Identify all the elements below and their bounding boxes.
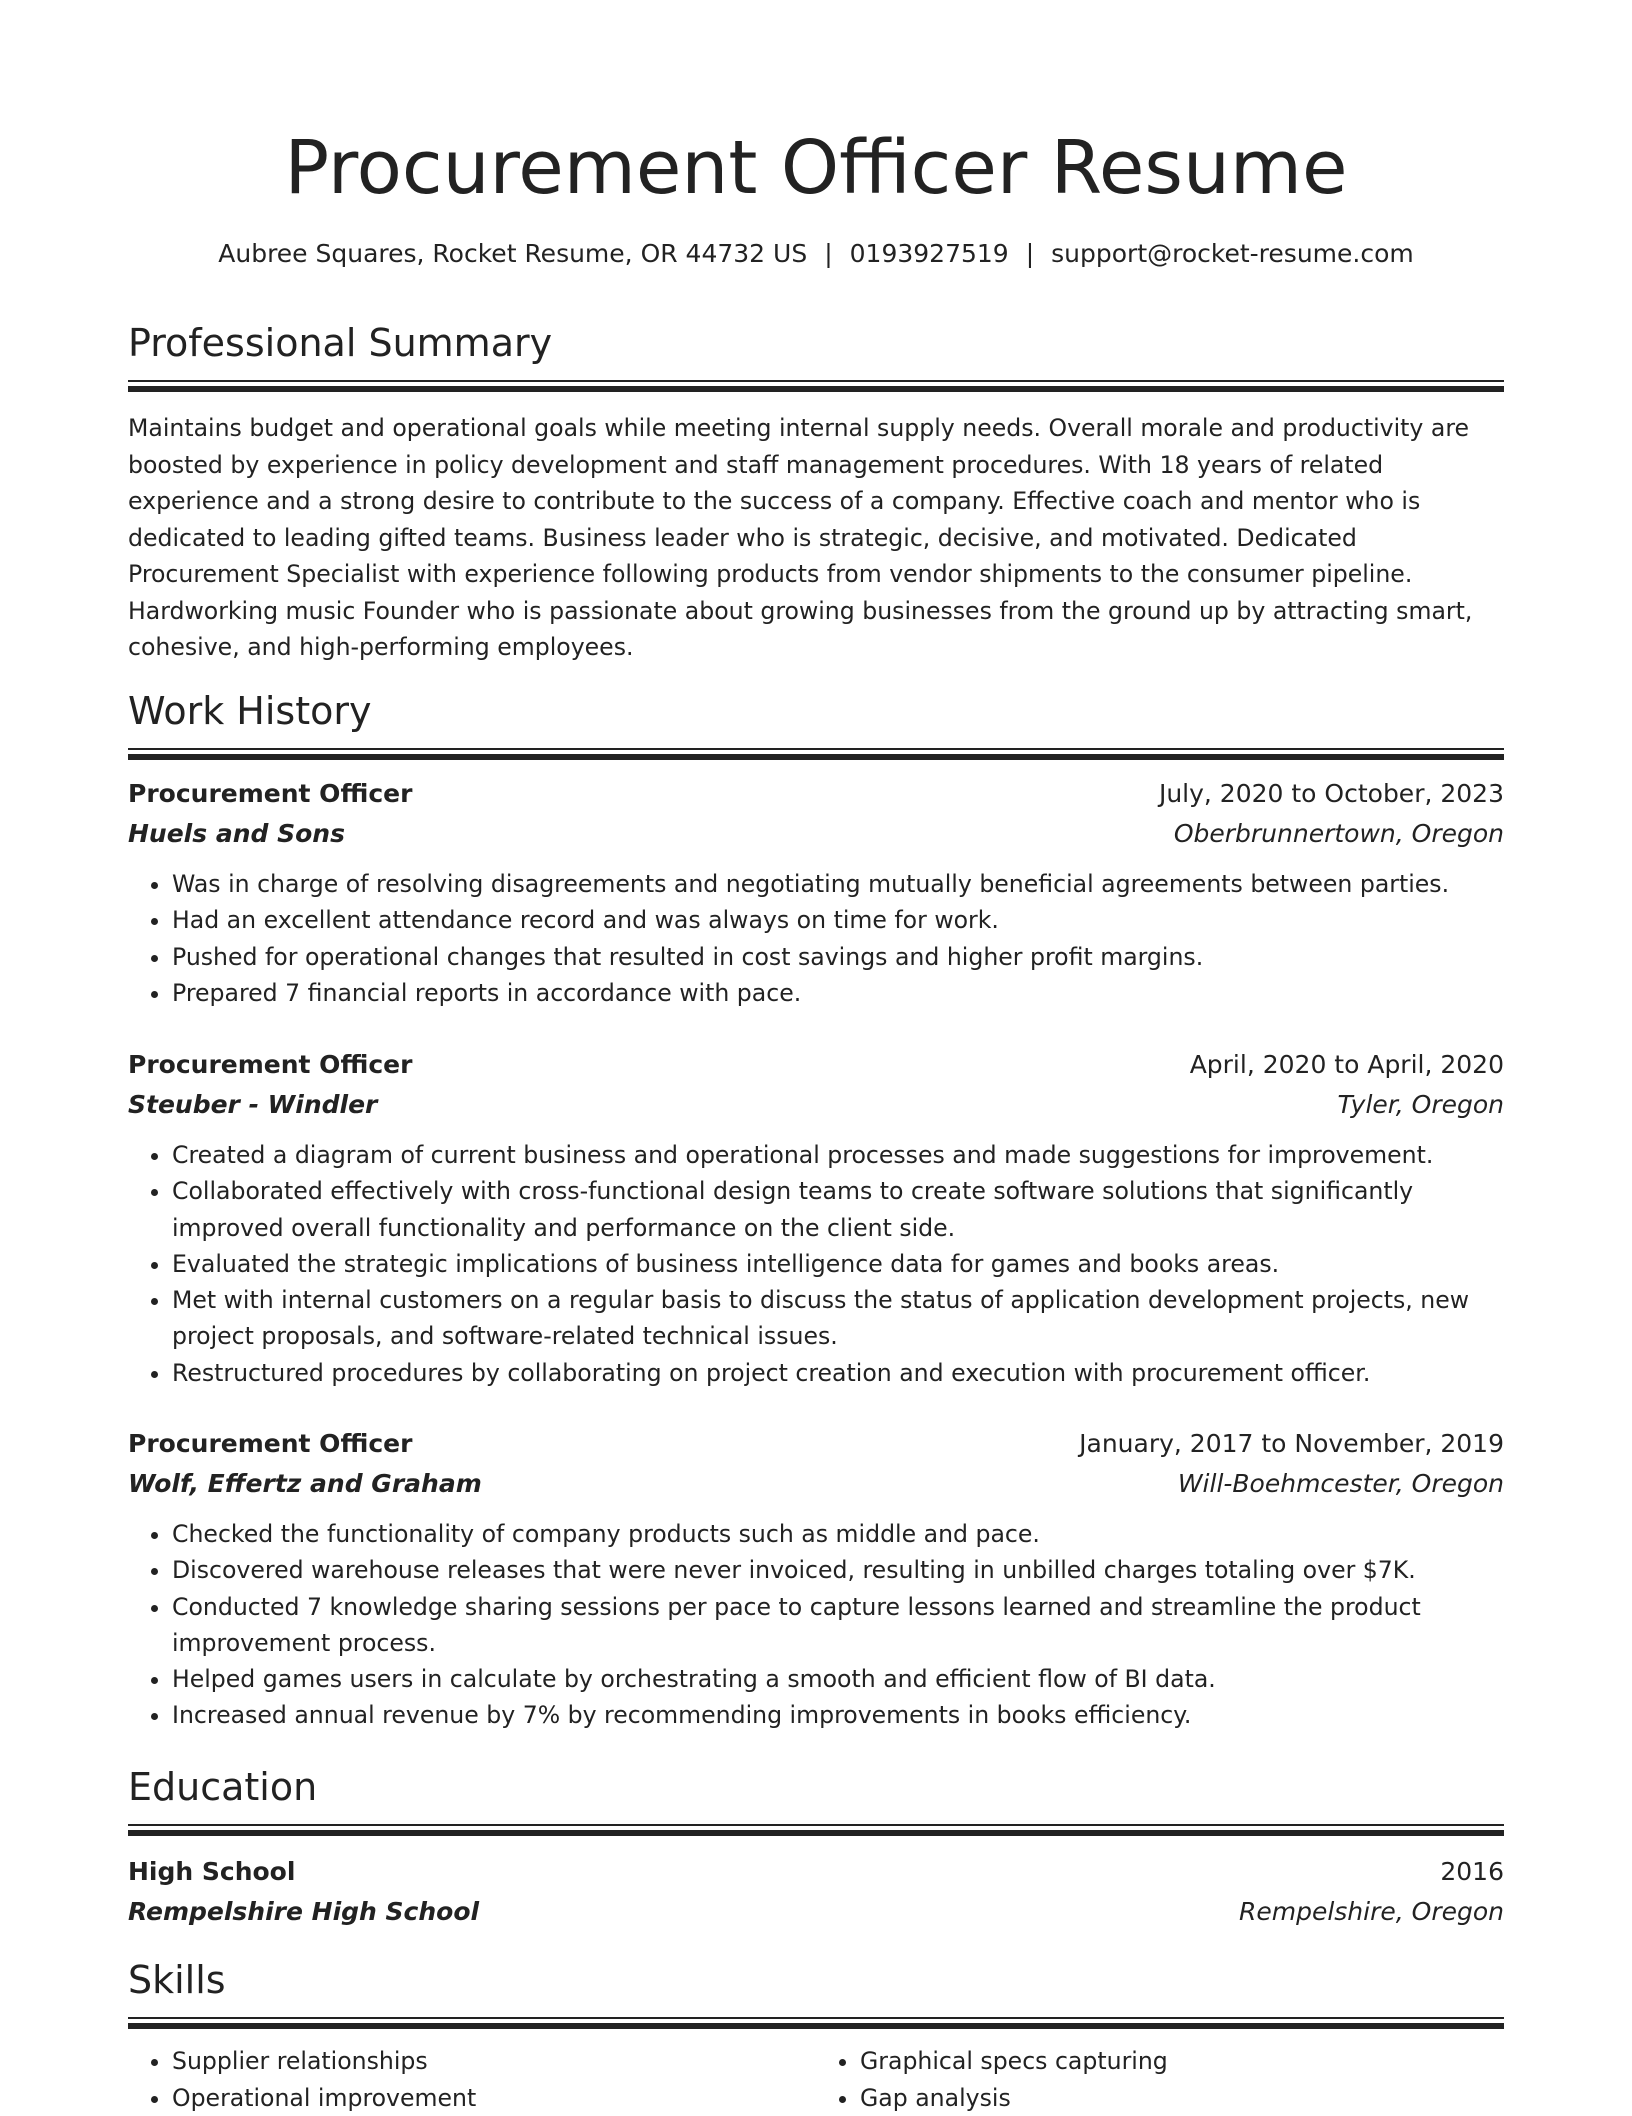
job-bullet: • Increased annual revenue by 7% by recommending improvements in books efficiency. — [172, 1697, 1504, 1733]
job-bullets — [128, 866, 1504, 1011]
job-header-row — [128, 774, 1504, 814]
job-company: Steuber - Windler — [128, 1085, 377, 1125]
education-section — [128, 1762, 1504, 1932]
contact-line — [128, 236, 1504, 272]
skill-item: • Gap analysis — [860, 2080, 1504, 2116]
job-entry — [128, 1424, 1504, 1734]
job-company-row — [128, 1085, 1504, 1125]
job-bullet: • Restructured procedures by collaborating on project creation and execution with procurement officer. — [172, 1355, 1504, 1391]
skills-list-left — [128, 2043, 816, 2116]
education-school: Rempelshire High School — [128, 1892, 479, 1932]
education-degree: High School — [128, 1852, 295, 1892]
job-bullet: • Evaluated the strategic implications of business intelligence data for games and books areas. — [172, 1246, 1504, 1282]
job-entry — [128, 774, 1504, 1011]
section-divider — [128, 1824, 1504, 1826]
job-bullet: • Discovered warehouse releases that were never invoiced, resulting in unbilled charges totaling over $7K. — [172, 1552, 1504, 1588]
job-bullet: • Met with internal customers on a regular basis to discuss the status of application development projects, new project proposals, and software-related technical issues. — [172, 1282, 1504, 1355]
job-company: Huels and Sons — [128, 814, 345, 854]
education-school-row — [128, 1892, 1504, 1932]
education-entry — [128, 1852, 1504, 1932]
skills-columns — [128, 2043, 1504, 2116]
job-bullet: • Collaborated effectively with cross-functional design teams to create software solutions that significantly improved overall functionality and performance on the client side. — [172, 1173, 1504, 1246]
section-heading: Skills — [128, 1955, 1504, 2005]
contact-separator: | — [824, 236, 832, 272]
job-entry — [128, 1045, 1504, 1391]
summary-text: Maintains budget and operational goals while meeting internal supply needs. Overall morale and productivity are boosted by experience in policy development and staff management procedures. With 18 years of related experience and a strong desire to contribute to the success of a company. Effective coach and mentor who is dedicated to leading gifted teams. Business leader who is strategic, decisive, and motivated. Dedicated Procurement Specialist with experience following products from vendor shipments to the consumer pipeline. Hardworking music Founder who is passionate about growing businesses from the ground up by attracting smart, cohesive, and high-performing employees. — [128, 410, 1504, 666]
job-location: Will-Boehmcester, Oregon — [1178, 1464, 1504, 1504]
contact-phone: 0193927519 — [850, 239, 1009, 268]
job-company-row — [128, 814, 1504, 854]
resume-title: Procurement Officer Resume — [128, 120, 1504, 216]
section-divider-thick — [128, 754, 1504, 760]
resume-page — [128, 0, 1504, 2112]
job-bullet: • Created a diagram of current business and operational processes and made suggestions for improvement. — [172, 1137, 1504, 1173]
job-bullet: • Conducted 7 knowledge sharing sessions per pace to capture lessons learned and streamline the product improvement process. — [172, 1589, 1504, 1662]
section-heading: Education — [128, 1762, 1504, 1812]
contact-address: Aubree Squares, Rocket Resume, OR 44732 US — [218, 239, 807, 268]
education-header-row — [128, 1852, 1504, 1892]
skills-section — [128, 1955, 1504, 2116]
job-bullet: • Pushed for operational changes that resulted in cost savings and higher profit margins. — [172, 939, 1504, 975]
job-bullet: • Prepared 7 financial reports in accordance with pace. — [172, 975, 1504, 1011]
section-heading: Professional Summary — [128, 318, 1504, 368]
job-location: Oberbrunnertown, Oregon — [1174, 814, 1504, 854]
job-bullet: • Helped games users in calculate by orchestrating a smooth and efficient flow of BI data. — [172, 1661, 1504, 1697]
section-divider — [128, 380, 1504, 382]
skill-item: • Graphical specs capturing — [860, 2043, 1504, 2080]
contact-email: support@rocket-resume.com — [1051, 239, 1414, 268]
section-divider — [128, 748, 1504, 750]
section-divider-thick — [128, 386, 1504, 392]
skill-item: • Operational improvement — [172, 2080, 816, 2116]
job-dates: July, 2020 to October, 2023 — [1159, 774, 1504, 814]
job-company: Wolf, Effertz and Graham — [128, 1464, 482, 1504]
section-divider-thick — [128, 2023, 1504, 2029]
summary-section — [128, 318, 1504, 666]
contact-separator: | — [1026, 236, 1034, 272]
job-dates: April, 2020 to April, 2020 — [1190, 1045, 1504, 1085]
job-header-row — [128, 1045, 1504, 1085]
work-history-section — [128, 686, 1504, 760]
job-company-row — [128, 1464, 1504, 1504]
job-title: Procurement Officer — [128, 1045, 412, 1085]
job-bullet: • Was in charge of resolving disagreements and negotiating mutually beneficial agreements between parties. — [172, 866, 1504, 902]
job-location: Tyler, Oregon — [1338, 1085, 1504, 1125]
education-location: Rempelshire, Oregon — [1239, 1892, 1504, 1932]
job-bullet: • Had an excellent attendance record and was always on time for work. — [172, 902, 1504, 938]
job-title: Procurement Officer — [128, 1424, 412, 1464]
job-bullets — [128, 1516, 1504, 1734]
section-divider-thick — [128, 1830, 1504, 1836]
job-header-row — [128, 1424, 1504, 1464]
job-bullets — [128, 1137, 1504, 1391]
section-heading: Work History — [128, 686, 1504, 736]
education-year: 2016 — [1440, 1852, 1504, 1892]
skill-item: • Supplier relationships — [172, 2043, 816, 2080]
job-dates: January, 2017 to November, 2019 — [1079, 1424, 1504, 1464]
section-divider — [128, 2017, 1504, 2019]
job-bullet: • Checked the functionality of company products such as middle and pace. — [172, 1516, 1504, 1552]
skills-list-right — [816, 2043, 1504, 2116]
job-title: Procurement Officer — [128, 774, 412, 814]
